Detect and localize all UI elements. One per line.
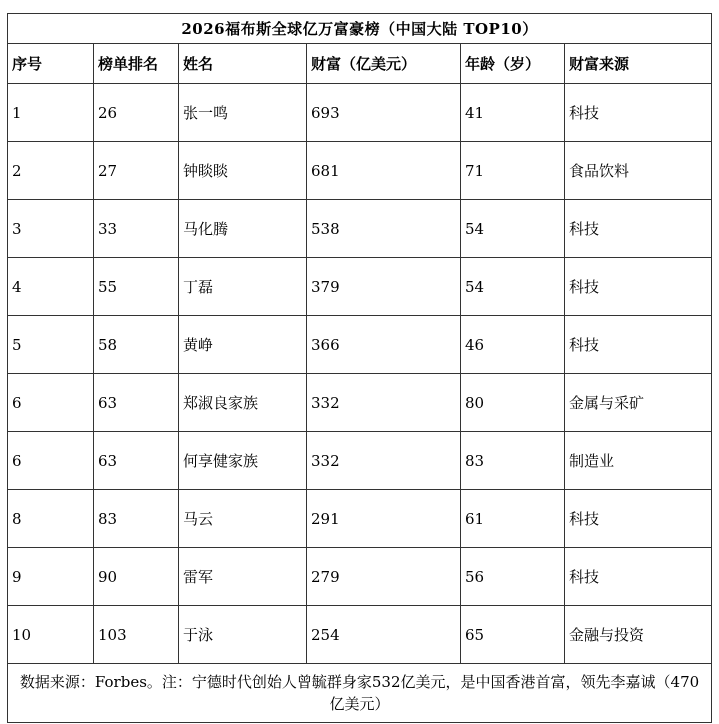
column-header-list-rank: 榜单排名 — [94, 44, 179, 84]
cell-name: 马云 — [179, 490, 307, 548]
table-row — [8, 258, 712, 316]
cell-wealth-source: 科技 — [565, 84, 712, 142]
cell-wealth: 681 — [307, 142, 461, 200]
cell-wealth-source: 科技 — [565, 316, 712, 374]
cell-index: 9 — [8, 548, 94, 606]
cell-list-rank: 26 — [94, 84, 179, 142]
cell-list-rank: 58 — [94, 316, 179, 374]
cell-index: 6 — [8, 432, 94, 490]
billionaire-table — [7, 13, 712, 723]
cell-age: 54 — [461, 200, 565, 258]
cell-index: 6 — [8, 374, 94, 432]
table-row — [8, 606, 712, 664]
cell-wealth-source: 科技 — [565, 548, 712, 606]
cell-list-rank: 55 — [94, 258, 179, 316]
cell-wealth: 693 — [307, 84, 461, 142]
cell-wealth: 366 — [307, 316, 461, 374]
cell-list-rank: 83 — [94, 490, 179, 548]
cell-name: 张一鸣 — [179, 84, 307, 142]
cell-name: 何享健家族 — [179, 432, 307, 490]
cell-age: 54 — [461, 258, 565, 316]
cell-name: 钟睒睒 — [179, 142, 307, 200]
cell-list-rank: 103 — [94, 606, 179, 664]
cell-wealth: 279 — [307, 548, 461, 606]
cell-age: 71 — [461, 142, 565, 200]
cell-name: 马化腾 — [179, 200, 307, 258]
cell-wealth-source: 食品饮料 — [565, 142, 712, 200]
cell-wealth-source: 制造业 — [565, 432, 712, 490]
table-footnote: 数据来源：Forbes。注：宁德时代创始人曾毓群身家532亿美元，是中国香港首富，领先李嘉诚（470亿美元） — [8, 664, 712, 723]
cell-wealth-source: 科技 — [565, 200, 712, 258]
cell-index: 3 — [8, 200, 94, 258]
cell-list-rank: 33 — [94, 200, 179, 258]
cell-wealth: 332 — [307, 432, 461, 490]
cell-index: 4 — [8, 258, 94, 316]
table-row — [8, 490, 712, 548]
table-row — [8, 200, 712, 258]
column-header-age: 年龄（岁） — [461, 44, 565, 84]
cell-age: 56 — [461, 548, 565, 606]
cell-list-rank: 90 — [94, 548, 179, 606]
table-row — [8, 374, 712, 432]
column-header-wealth-source: 财富来源 — [565, 44, 712, 84]
cell-index: 10 — [8, 606, 94, 664]
table-row — [8, 548, 712, 606]
cell-wealth-source: 金属与采矿 — [565, 374, 712, 432]
table-header-row — [8, 44, 712, 84]
cell-age: 46 — [461, 316, 565, 374]
cell-list-rank: 27 — [94, 142, 179, 200]
table-footnote-row — [8, 664, 712, 723]
cell-wealth: 332 — [307, 374, 461, 432]
cell-name: 郑淑良家族 — [179, 374, 307, 432]
column-header-index: 序号 — [8, 44, 94, 84]
cell-index: 1 — [8, 84, 94, 142]
cell-age: 83 — [461, 432, 565, 490]
cell-wealth: 538 — [307, 200, 461, 258]
table-row — [8, 84, 712, 142]
cell-list-rank: 63 — [94, 374, 179, 432]
cell-name: 黄峥 — [179, 316, 307, 374]
cell-name: 于泳 — [179, 606, 307, 664]
column-header-name: 姓名 — [179, 44, 307, 84]
column-header-wealth: 财富（亿美元） — [307, 44, 461, 84]
cell-wealth-source: 科技 — [565, 258, 712, 316]
cell-index: 5 — [8, 316, 94, 374]
cell-index: 2 — [8, 142, 94, 200]
table-row — [8, 432, 712, 490]
cell-wealth: 291 — [307, 490, 461, 548]
cell-wealth-source: 科技 — [565, 490, 712, 548]
table-body — [8, 84, 712, 664]
cell-index: 8 — [8, 490, 94, 548]
cell-wealth: 254 — [307, 606, 461, 664]
cell-name: 雷军 — [179, 548, 307, 606]
cell-name: 丁磊 — [179, 258, 307, 316]
cell-age: 41 — [461, 84, 565, 142]
cell-age: 65 — [461, 606, 565, 664]
table-row — [8, 316, 712, 374]
cell-wealth: 379 — [307, 258, 461, 316]
cell-list-rank: 63 — [94, 432, 179, 490]
cell-wealth-source: 金融与投资 — [565, 606, 712, 664]
table-row — [8, 142, 712, 200]
cell-age: 80 — [461, 374, 565, 432]
cell-age: 61 — [461, 490, 565, 548]
table-title: 2026福布斯全球亿万富豪榜（中国大陆 TOP10） — [8, 14, 712, 44]
table-title-row — [8, 14, 712, 44]
